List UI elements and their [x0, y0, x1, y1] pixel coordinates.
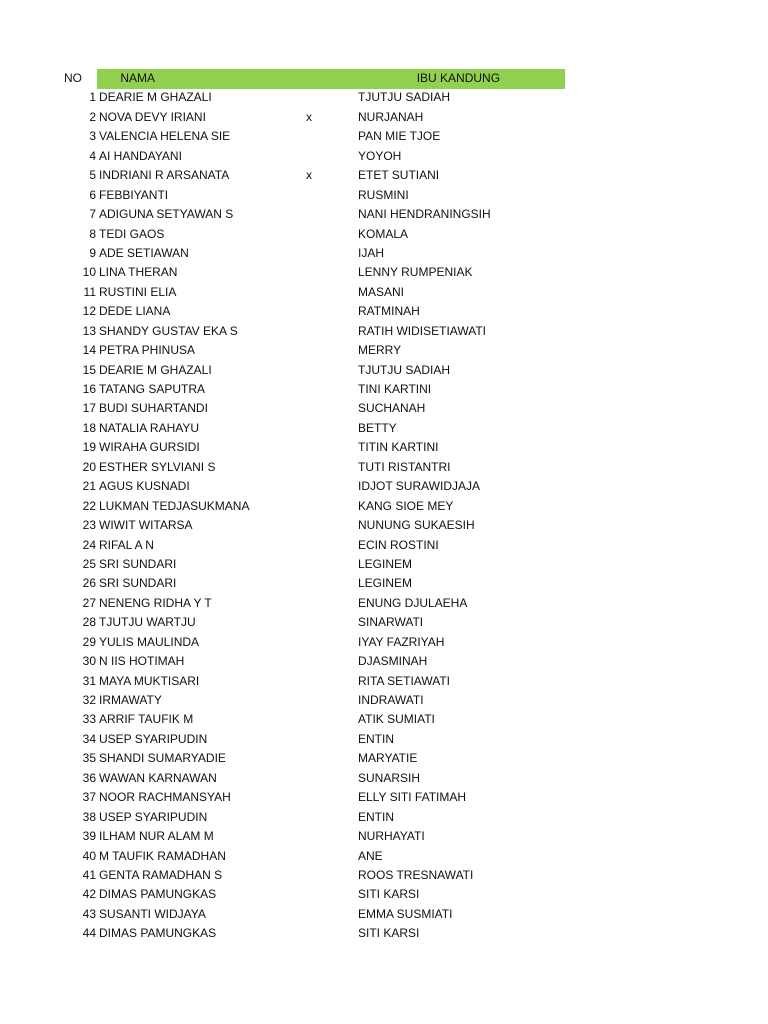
row-ibu-kandung: ENTIN: [358, 731, 394, 746]
row-ibu-kandung: KANG SIOE MEY: [358, 498, 454, 513]
row-number: 25: [82, 556, 96, 571]
row-mark: x: [306, 109, 312, 124]
row-ibu-kandung: ECIN ROSTINI: [358, 537, 439, 552]
row-nama: NOOR RACHMANSYAH: [99, 790, 231, 805]
row-ibu-kandung: SUCHANAH: [358, 401, 426, 416]
row-ibu-kandung: TINI KARTINI: [358, 382, 432, 396]
table-row: [0, 341, 768, 360]
row-ibu-kandung: MASANI: [358, 284, 405, 299]
header-ibu-kandung: IBU KANDUNG: [416, 71, 501, 85]
row-ibu-kandung: LEGINEM: [358, 576, 413, 591]
row-ibu-kandung: ELLY SITI FATIMAH: [358, 790, 467, 805]
row-number: 2: [89, 109, 96, 124]
row-nama: TATANG SAPUTRA: [99, 382, 206, 396]
table-row: [0, 322, 768, 341]
row-number: 16: [82, 382, 96, 396]
row-ibu-kandung: LENNY RUMPENIAK: [358, 265, 473, 280]
row-ibu-kandung: PAN MIE TJOE: [358, 129, 441, 144]
row-number: 11: [83, 284, 96, 299]
row-number: 29: [82, 634, 96, 649]
table-row: [0, 516, 768, 535]
table-row: [0, 652, 768, 671]
row-number: 22: [82, 498, 96, 513]
table-row: [0, 361, 768, 380]
table-row: [0, 905, 768, 924]
row-ibu-kandung: NANI HENDRANINGSIH: [358, 207, 491, 222]
table-row: [0, 497, 768, 516]
row-number: 5: [89, 168, 96, 183]
table-row: [0, 885, 768, 904]
row-nama: USEP SYARIPUDIN: [99, 809, 208, 824]
row-nama: RIFAL A N: [99, 537, 154, 552]
row-nama: DIMAS PAMUNGKAS: [99, 887, 217, 902]
table-row: [0, 924, 768, 943]
row-nama: AI HANDAYANI: [99, 148, 182, 163]
row-nama: SUSANTI WIDJAYA: [99, 906, 206, 921]
row-nama: GENTA RAMADHAN S: [99, 867, 223, 882]
row-number: 6: [89, 187, 96, 202]
table-row: [0, 283, 768, 302]
table-body: [0, 88, 768, 943]
row-nama: ILHAM NUR ALAM M: [99, 829, 214, 844]
row-ibu-kandung: RUSMINI: [358, 187, 409, 202]
table-row: [0, 263, 768, 282]
row-number: 8: [89, 226, 96, 241]
row-number: 4: [89, 148, 96, 163]
row-ibu-kandung: NURJANAH: [358, 109, 424, 124]
table-row: [0, 205, 768, 224]
row-number: 28: [82, 615, 96, 630]
row-mark: x: [306, 168, 312, 183]
header-row: [0, 69, 768, 88]
row-nama: WAWAN KARNAWAN: [99, 770, 217, 785]
row-number: 33: [82, 712, 96, 727]
row-nama: INDRIANI R ARSANATA: [99, 168, 230, 183]
row-nama: SRI SUNDARI: [99, 576, 177, 591]
row-nama: ESTHER SYLVIANI S: [99, 459, 216, 474]
table-row: [0, 730, 768, 749]
row-nama: SRI SUNDARI: [99, 556, 177, 571]
row-number: 37: [82, 790, 96, 805]
spreadsheet-table: [0, 69, 768, 944]
row-number: 3: [89, 129, 96, 144]
table-row: [0, 108, 768, 127]
table-row: [0, 633, 768, 652]
row-number: 20: [82, 459, 96, 474]
table-row: [0, 672, 768, 691]
row-number: 17: [82, 401, 96, 416]
row-nama: WIWIT WITARSA: [99, 518, 193, 533]
row-nama: ADE SETIAWAN: [99, 245, 189, 260]
row-nama: TEDI GAOS: [99, 226, 165, 241]
row-number: 38: [82, 809, 96, 824]
row-ibu-kandung: SUNARSIH: [358, 770, 421, 785]
row-number: 26: [82, 576, 96, 591]
row-number: 21: [82, 479, 96, 494]
table-row: [0, 808, 768, 827]
row-ibu-kandung: ENTIN: [358, 809, 394, 824]
row-number: 40: [82, 848, 96, 863]
row-nama: MAYA MUKTISARI: [99, 673, 200, 688]
row-nama: IRMAWATY: [99, 693, 162, 707]
row-number: 23: [82, 518, 96, 533]
table-row: [0, 594, 768, 613]
row-ibu-kandung: NURHAYATI: [358, 829, 425, 844]
row-nama: N IIS HOTIMAH: [99, 654, 185, 669]
row-ibu-kandung: IYAY FAZRIYAH: [358, 634, 445, 649]
row-number: 43: [82, 906, 96, 921]
row-nama: NATALIA RAHAYU: [99, 420, 200, 435]
row-number: 27: [82, 595, 96, 610]
row-nama: VALENCIA HELENA SIE: [99, 129, 231, 144]
table-row: [0, 419, 768, 438]
row-nama: M TAUFIK RAMADHAN: [99, 848, 226, 863]
header-no: NO: [64, 71, 82, 85]
row-ibu-kandung: RATMINAH: [358, 304, 420, 319]
table-row: [0, 127, 768, 146]
table-row: [0, 302, 768, 321]
row-number: 36: [82, 770, 96, 785]
row-ibu-kandung: TITIN KARTINI: [358, 440, 439, 455]
row-ibu-kandung: BETTY: [358, 420, 397, 435]
table-row: [0, 866, 768, 885]
row-number: 35: [82, 751, 96, 766]
row-nama: YULIS MAULINDA: [99, 634, 200, 649]
row-number: 31: [82, 673, 96, 688]
table-row: [0, 536, 768, 555]
row-ibu-kandung: IDJOT SURAWIDJAJA: [358, 479, 481, 494]
row-ibu-kandung: EMMA SUSMIATI: [358, 906, 453, 921]
row-number: 39: [82, 829, 96, 844]
row-number: 10: [82, 265, 96, 280]
row-number: 13: [82, 323, 96, 338]
row-ibu-kandung: MARYATIE: [358, 751, 418, 766]
row-ibu-kandung: SITI KARSI: [358, 887, 420, 902]
table-row: [0, 147, 768, 166]
row-ibu-kandung: YOYOH: [358, 148, 402, 163]
table-row: [0, 613, 768, 632]
row-ibu-kandung: ENUNG DJULAEHA: [358, 595, 468, 610]
table-row: [0, 691, 768, 710]
table-row: [0, 788, 768, 807]
header-nama: NAMA: [120, 71, 155, 85]
row-number: 15: [82, 362, 96, 377]
row-nama: USEP SYARIPUDIN: [99, 731, 208, 746]
row-number: 30: [82, 654, 96, 669]
row-ibu-kandung: SINARWATI: [358, 615, 424, 630]
row-number: 34: [82, 731, 96, 746]
row-ibu-kandung: ETET SUTIANI: [358, 168, 440, 183]
row-number: 18: [82, 420, 96, 435]
row-number: 24: [82, 537, 96, 552]
row-ibu-kandung: LEGINEM: [358, 556, 413, 571]
row-nama: AGUS KUSNADI: [99, 479, 190, 494]
row-number: 14: [82, 343, 96, 358]
row-ibu-kandung: ATIK SUMIATI: [358, 712, 435, 727]
row-number: 7: [89, 207, 96, 222]
table-row: [0, 88, 768, 107]
row-ibu-kandung: RITA SETIAWATI: [358, 673, 451, 688]
row-number: 19: [82, 440, 96, 455]
row-nama: ARRIF TAUFIK M: [99, 712, 194, 727]
row-ibu-kandung: INDRAWATI: [358, 693, 424, 707]
row-nama: BUDI SUHARTANDI: [99, 401, 208, 416]
row-number: 44: [82, 926, 96, 941]
row-number: 12: [82, 304, 96, 319]
row-nama: RUSTINI ELIA: [99, 284, 177, 299]
row-ibu-kandung: TJUTJU SADIAH: [358, 362, 451, 377]
row-nama: NENENG RIDHA Y T: [99, 595, 212, 610]
row-nama: FEBBIYANTI: [99, 187, 169, 202]
row-number: 41: [82, 867, 96, 882]
row-nama: DIMAS PAMUNGKAS: [99, 926, 217, 941]
row-nama: PETRA PHINUSA: [99, 343, 196, 358]
row-nama: TJUTJU WARTJU: [99, 615, 196, 630]
row-number: 42: [82, 887, 96, 902]
row-ibu-kandung: TJUTJU SADIAH: [358, 90, 451, 105]
table-row: [0, 477, 768, 496]
table-row: [0, 399, 768, 418]
row-ibu-kandung: RATIH WIDISETIAWATI: [358, 323, 486, 338]
row-nama: ADIGUNA SETYAWAN S: [99, 207, 234, 222]
table-row: [0, 458, 768, 477]
row-nama: DEARIE M GHAZALI: [99, 90, 212, 105]
table-row: [0, 574, 768, 593]
row-ibu-kandung: NUNUNG SUKAESIH: [358, 518, 475, 533]
row-nama: NOVA DEVY IRIANI: [99, 109, 206, 124]
table-row: [0, 438, 768, 457]
table-row: [0, 847, 768, 866]
row-nama: DEARIE M GHAZALI: [99, 362, 212, 377]
row-nama: DEDE LIANA: [99, 304, 171, 319]
table-row: [0, 769, 768, 788]
row-nama: LINA THERAN: [99, 265, 178, 280]
table-row: [0, 749, 768, 768]
row-ibu-kandung: MERRY: [358, 343, 402, 358]
row-ibu-kandung: TUTI RISTANTRI: [358, 459, 451, 474]
table-row: [0, 555, 768, 574]
row-ibu-kandung: SITI KARSI: [358, 926, 420, 941]
row-ibu-kandung: ANE: [358, 848, 383, 863]
row-nama: WIRAHA GURSIDI: [99, 440, 200, 455]
table-row: [0, 244, 768, 263]
table-row: [0, 186, 768, 205]
table-row: [0, 710, 768, 729]
table-row: [0, 380, 768, 399]
row-ibu-kandung: KOMALA: [358, 226, 409, 241]
row-number: 1: [89, 90, 96, 105]
row-number: 32: [82, 693, 96, 707]
table-row: [0, 225, 768, 244]
row-nama: LUKMAN TEDJASUKMANA: [99, 498, 250, 513]
table-row: [0, 827, 768, 846]
row-nama: SHANDY GUSTAV EKA S: [99, 323, 238, 338]
row-ibu-kandung: IJAH: [358, 245, 385, 260]
row-ibu-kandung: ROOS TRESNAWATI: [358, 867, 474, 882]
row-ibu-kandung: DJASMINAH: [358, 654, 428, 669]
row-nama: SHANDI SUMARYADIE: [99, 751, 226, 766]
row-number: 9: [89, 245, 96, 260]
table-row: [0, 166, 768, 185]
